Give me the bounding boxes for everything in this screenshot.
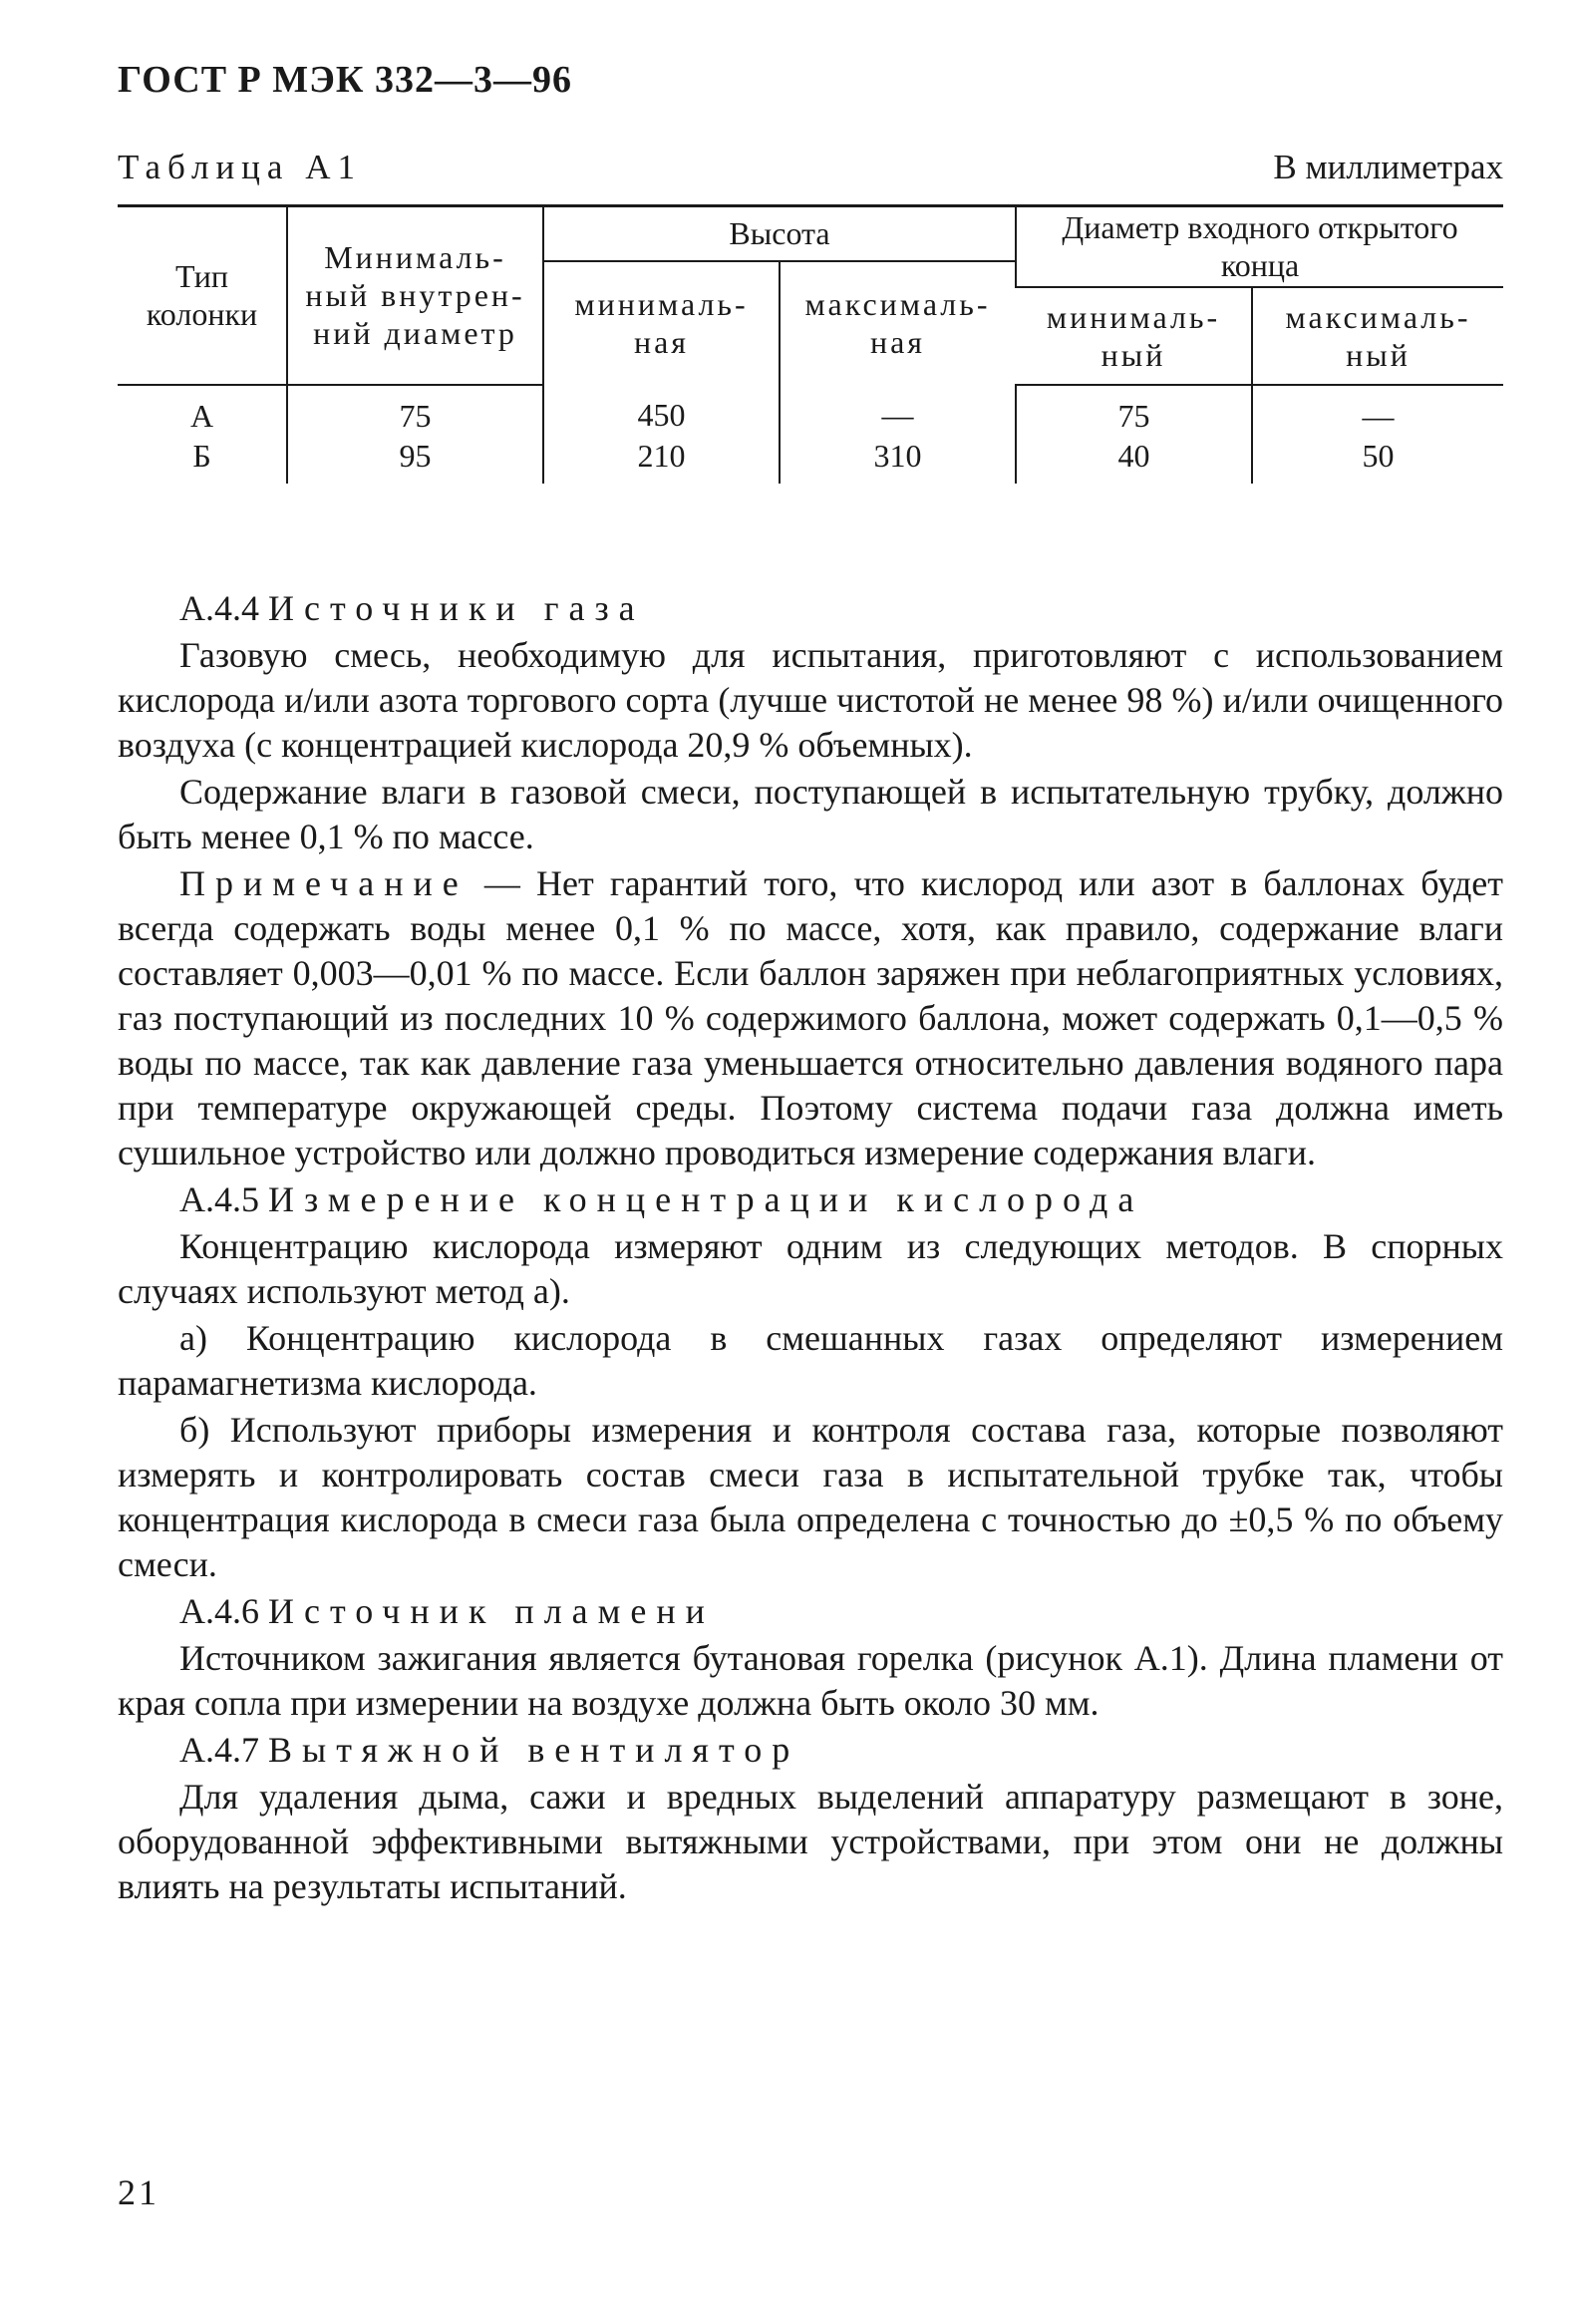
section-title: Источник пламени [268,1591,715,1631]
cell-height-min: 210 [543,436,780,484]
header-height: Высота [543,206,1016,261]
header-height-max: максималь-ная [780,261,1016,385]
paragraph: а) Концентрацию кислорода в смешанных газах определяют измерением парамагнетизма кислорода. [118,1318,1503,1403]
header-min-inner-diameter: Минималь-ный внутрен-ний диаметр [287,206,543,385]
paragraph: Концентрацию кислорода измеряют одним из следующих методов. В спорных случаях используют метод а). [118,1226,1503,1311]
header-column-type: Тип колонки [118,206,287,385]
section-title: Вытяжной вентилятор [268,1730,800,1770]
table-units: В миллиметрах [1273,148,1503,186]
paragraph: Содержание влаги в газовой смеси, поступающей в испытательную трубку, должно быть менее 0,1 % по массе. [118,772,1503,856]
paragraph: Источником зажигания является бутановая горелка (рисунок А.1). Длина пламени от края сопла при измерении на воздухе должна быть около 30 мм. [118,1638,1503,1723]
note-text: — Нет гарантий того, что кислород или азот в баллонах будет всегда содержать воды менее 0,1 % по массе, хотя, как правило, содержание влаги составляет 0,003—0,01 % по массе. Если баллон заряжен при неблагоприятных условиях, газ поступающий из последних 10 % содержимого баллона, может содержать 0,1—0,5 % воды по массе, так как давление газа уменьшается относительно давления водяного пара при температуре окружающей среды. Поэтому система подачи газа должна иметь сушильное устройство или должно проводиться измерение содержания влаги. [118,863,1503,1172]
page-number: 21 [118,2172,159,2212]
table-caption [118,148,1503,187]
cell-height-max: — [780,385,1016,436]
note-paragraph [118,861,1503,1175]
cell-inner-diameter: 75 [287,385,543,436]
section-number: А.4.4 [179,588,259,628]
cell-diameter-min: 75 [1016,385,1252,436]
table-a1 [118,204,1503,484]
paragraph: Газовую смесь, необходимую для испытания, приготовляют с использованием кислорода и/или азота торгового сорта (лучше чистотой не менее 98 %) и/или очищенного воздуха (с концентрацией кислорода 20,9 % объемных). [118,635,1503,765]
section-number: А.4.7 [179,1730,259,1770]
header-height-min: минималь-ная [543,261,780,385]
section-heading-a45 [179,1177,1503,1222]
cell-diameter-max: — [1252,385,1503,436]
header-diameter-max: максималь-ный [1252,287,1503,385]
cell-height-min: 450 [543,385,780,436]
cell-inner-diameter: 95 [287,436,543,484]
cell-type: А [118,385,287,436]
section-number: А.4.5 [179,1179,259,1219]
table-row [118,436,1503,484]
header-diameter-min: минималь-ный [1016,287,1252,385]
note-label: Примечание [179,863,469,903]
cell-height-max: 310 [780,436,1016,484]
paragraph: б) Используют приборы измерения и контроля состава газа, которые позволяют измерять и контролировать состав смеси газа в испытательной трубке так, чтобы концентрация кислорода в смеси газа была определена с точностью до ±0,5 % по объему смеси. [118,1410,1503,1584]
cell-diameter-min: 40 [1016,436,1252,484]
section-heading-a44 [179,586,1503,631]
document-body [118,586,1503,1911]
cell-diameter-max: 50 [1252,436,1503,484]
document-header: ГОСТ Р МЭК 332—3—96 [118,59,572,101]
section-heading-a46 [179,1589,1503,1634]
section-heading-a47 [179,1728,1503,1773]
cell-type: Б [118,436,287,484]
section-number: А.4.6 [179,1591,259,1631]
table-row [118,385,1503,436]
section-title: Источники газа [268,588,645,628]
table-title: Таблица А1 [118,148,362,186]
header-inlet-diameter: Диаметр входного открытого конца [1016,206,1503,287]
paragraph: Для удаления дыма, сажи и вредных выделений аппаратуру размещают в зоне, оборудованной эффективными вытяжными устройствами, при этом они не должны влиять на результаты испытаний. [118,1777,1503,1906]
section-title: Измерение концентрации кислорода [268,1179,1144,1219]
